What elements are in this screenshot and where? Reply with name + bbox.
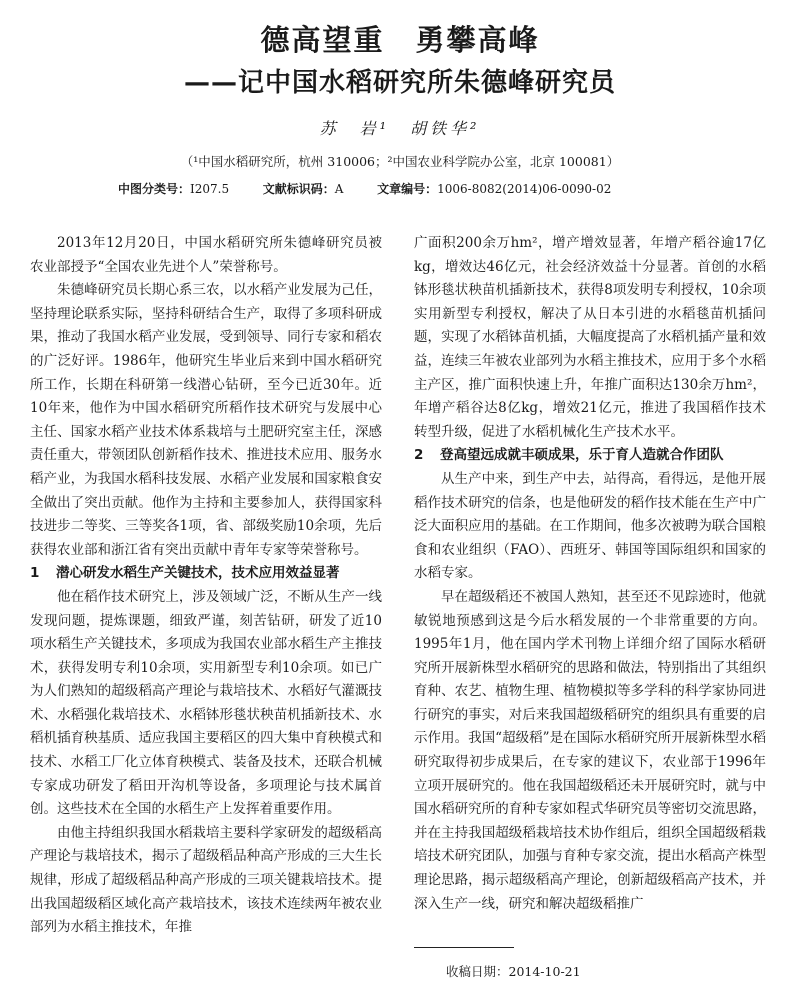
section-heading-2 xyxy=(414,444,766,468)
received-date: 收稿日期：2014-10-21 xyxy=(446,964,581,979)
footnote-rule xyxy=(414,947,514,948)
authors: 苏 岩¹ 胡铁华² xyxy=(319,119,481,138)
section-title: 潜心研发水稻生产关键技术，技术应用效益显著 xyxy=(56,565,340,582)
affiliation: （¹中国水稻研究所，杭州 310006；²中国农业科学院办公室，北京 100081） xyxy=(180,154,620,169)
right-column xyxy=(414,232,766,1002)
paragraph: 他在稻作技术研究上，涉及领域广泛，不断从生产一线发现问题，提炼课题，细致严谨，刻苦钻研，研发了近10项水稻生产关键技术，多项成为我国农业部水稻生产主推技术，获得发明专利10余项，实用新型专利10余项。如已广为人们熟知的超级稻高产理论与栽培技术、水稻好气灌溉技术、水稻强化栽培技术、水稻钵形毯状秧苗机插新技术、水稻机插育秧基质、适应我国主要稻区的四大集中育秧模式和技术、水稻工厂化立体育秧模式、装备及技术，还联合机械专家成功研发了稻田开沟机等设备，多项理论与技术属首创。这些技术在全国的水稻生产上发挥着重要作用。 xyxy=(30,588,382,818)
article-subtitle: ——记中国水稻研究所朱德峰研究员 xyxy=(183,68,616,98)
left-column xyxy=(30,232,382,1002)
section-heading-1 xyxy=(30,562,382,586)
clc-value: I207.5 xyxy=(190,182,230,196)
paragraph: 朱德峰研究员长期心系三农，以水稻产业发展为己任，坚持理论联系实际，坚持科研结合生产，取得了多项科研成果，推动了我国水稻产业发展，受到领导、同行专家和稻农的广泛好评。1986年，他研究生毕业后来到中国水稻研究所工作，长期在科研第一线潜心钻研，至今已近30年。近10年来，他作为中国水稻研究所稻作技术研究与发展中心主任、国家水稻产业技术体系栽培与土肥研究室主任，深感责任重大，带领团队创新稻作技术、推进技术应用、服务水稻产业，为我国水稻科技发展、水稻产业发展和国家粮食安全做出了突出贡献。他作为主持和主要参加人，获得国家科技进步二等奖、三等奖各1项，省、部级奖励10余项，先后获得农业部和浙江省有突出贡献中青年专家等荣誉称号。 xyxy=(30,282,382,558)
paragraph: 由他主持组织我国水稻栽培主要科学家研发的超级稻高产理论与栽培技术，揭示了超级稻品种高产形成的三大生长规律，形成了超级稻品种高产形成的三项关键栽培技术。提出我国超级稻区域化高产栽培技术，该技术连续两年被农业部列为水稻主推技术，年推 xyxy=(30,824,382,936)
paragraph: 2013年12月20日，中国水稻研究所朱德峰研究员被农业部授予“全国农业先进个人”荣誉称号。 xyxy=(30,235,382,275)
article-title: 德高望重 勇攀高峰 xyxy=(260,23,540,57)
paragraph: 广面积200余万hm²，增产增效显著，年增产稻谷逾17亿kg，增效达46亿元，社会经济效益十分显著。首创的水稻钵形毯状秧苗机插新技术，获得8项发明专利授权，10余项实用新型专利授权，解决了从日本引进的水稻毯苗机插问题，实现了水稻钵苗机插，大幅度提高了水稻机插产量和效益，连续三年被农业部列为水稻主推技术，应用于多个水稻主产区，推广面积快速上升，年推广面积达130余万hm²，年增产稻谷达8亿kg，增效21亿元，推进了我国稻作技术转型升级，促进了水稻机械化生产技术水平。 xyxy=(414,235,766,440)
clc-label: 中图分类号： xyxy=(118,182,191,196)
article-meta xyxy=(118,180,718,197)
section-number: 2 xyxy=(414,447,424,464)
article-no-label: 文章编号： xyxy=(377,182,438,196)
doc-code-label: 文献标识码： xyxy=(262,182,335,196)
paragraph: 从生产中来，到生产中去，站得高，看得远，是他开展稻作技术研究的信条，也是他研发的稻作技术能在生产中广泛大面积应用的基础。在工作期间，他多次被聘为联合国粮食和农业组织（FAO）、西班牙、韩国等国际组织和国家的水稻专家。 xyxy=(414,470,766,582)
article-no-value: 1006-8082(2014)06-0090-02 xyxy=(437,182,612,196)
section-title: 登高望远成就丰硕成果，乐于育人造就合作团队 xyxy=(440,447,724,464)
paragraph: 早在超级稻还不被国人熟知，甚至还不见踪迹时，他就敏锐地预感到这是今后水稻发展的一个非常重要的方向。1995年1月，他在国内学术刊物上详细介绍了国际水稻研究所开展新株型水稻研究的思路和做法，特别指出了其组织育种、农艺、植物生理、植物模拟等多学科的科学家协同进行研究的事实，对后来我国超级稻研究的组织具有重要的启示作用。我国“超级稻”是在国际水稻研究所开展新株型水稻研究取得初步成果后，在专家的建议下，农业部于1996年立项开展研究的。他在我国超级稻还未开展研究时，就与中国水稻研究所的育种专家如程式华研究员等密切交流思路，并在主持我国超级稻栽培技术协作组后，组织全国超级稻栽培技术研究团队，加强与育种专家交流，提出水稻高产株型理论思路，揭示超级稻高产理论，创新超级稻高产技术，并深入生产一线，研究和解决超级稻推广 xyxy=(414,588,766,912)
doc-code-value: A xyxy=(334,182,344,196)
section-number: 1 xyxy=(30,565,40,582)
